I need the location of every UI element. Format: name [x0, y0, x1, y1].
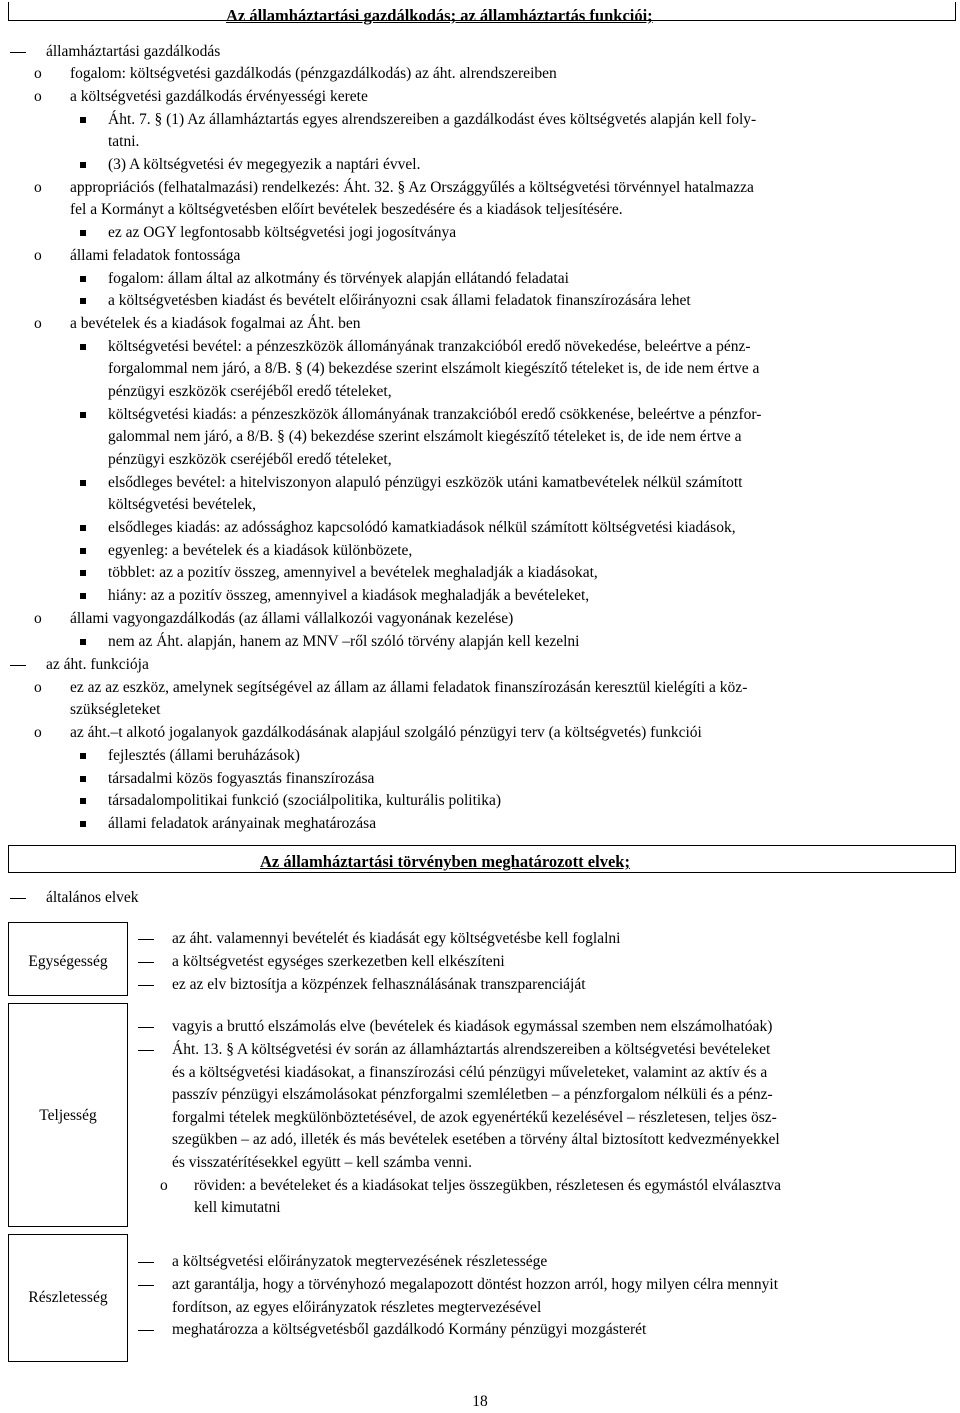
principle-line: forgalmi tételek megkülönböztetésével, de azok egyenértékű kezelésével – részletesen, teljes ösz- [172, 1109, 777, 1126]
square-bullet [80, 480, 86, 486]
square-bullet [80, 117, 86, 123]
circle-bullet: o [160, 1177, 168, 1194]
square-bullet [80, 525, 86, 531]
list-item: ez az az eszköz, amelynek segítségével az állam az állami feladatok finanszírozásán keresztül kielégíti a köz- [70, 679, 748, 696]
general-principles-label: általános elvek [46, 889, 139, 906]
list-item: költségvetési bevétel: a pénzeszközök állományának tranzakcióból eredő növekedése, beleértve a pénz- [108, 338, 751, 355]
list-item: állami feladatok fontossága [70, 247, 241, 264]
list-item: fogalom: költségvetési gazdálkodás (pénzgazdálkodás) az áht. alrendszereiben [70, 65, 557, 82]
principle-line: passzív pénzügyi elszámolásokat pénzforgalmi szemléletben – a pénzforgalom nélküli és a pénz- [172, 1086, 773, 1103]
list-item: állami feladatok arányainak meghatározása [108, 815, 377, 832]
principle-line: a költségvetési előirányzatok megtervezésének részletessége [172, 1253, 548, 1270]
dash-bullet [138, 939, 154, 940]
square-bullet [80, 753, 86, 759]
list-item: tatni. [108, 133, 140, 150]
square-bullet [80, 162, 86, 168]
list-item: egyenleg: a bevételek és a kiadások különbözete, [108, 542, 413, 559]
principle-label-unity: Egységesség [28, 953, 108, 970]
list-item: (3) A költségvetési év megegyezik a naptári évvel. [108, 156, 421, 173]
list-item: a költségvetésben kiadást és bevételt előirányozni csak állami feladatok finanszírozására lehet [108, 292, 691, 309]
dash-bullet [138, 1330, 154, 1331]
list-item: pénzügyi eszközök cseréjéből eredő tételeket, [108, 451, 392, 468]
square-bullet [80, 776, 86, 782]
list-item: appropriációs (felhatalmazási) rendelkezés: Áht. 32. § Az Országgyűlés a költségvetési törvénnyel hatalmazza [70, 179, 754, 196]
list-item: forgalommal nem járó, a 8/B. § (4) bekezdése szerint elszámolt kiegészítő tételeket is, de ide nem értve a [108, 360, 760, 377]
principle-line: és visszatérítésekkel együtt – kell számba venni. [172, 1154, 473, 1171]
principle-line: vagyis a bruttó elszámolás elve (bevételek és kiadások egymással szemben nem elszámolhatóak) [172, 1018, 773, 1035]
circle-bullet: o [34, 724, 42, 741]
square-bullet [80, 570, 86, 576]
principle-line: meghatározza a költségvetésből gazdálkodó Kormány pénzügyi mozgásterét [172, 1321, 647, 1338]
dash-bullet [10, 665, 26, 666]
section-1-heading: Az államháztartási gazdálkodás; az államháztartás funkciói; [226, 6, 653, 25]
list-item: hiány: az a pozitív összeg, amennyivel a kiadások meghaladják a bevételeket, [108, 587, 590, 604]
list-item: Áht. 7. § (1) Az államháztartás egyes alrendszereiben a gazdálkodást éves költségvetés alapján kell foly- [108, 111, 757, 128]
principle-line: és a költségvetési kiadásokat, a finanszírozási célú pénzügyi műveleteket, valamint az aktív és a [172, 1064, 768, 1081]
square-bullet [80, 593, 86, 599]
principle-line: az áht. valamennyi bevételét és kiadását egy költségvetésbe kell foglalni [172, 930, 621, 947]
list-item: az áht.–t alkotó jogalanyok gazdálkodásának alapjául szolgáló pénzügyi terv (a költségvetés) funkciói [70, 724, 702, 741]
list-item: szükségleteket [70, 701, 161, 718]
square-bullet [80, 548, 86, 554]
square-bullet [80, 276, 86, 282]
list-item: fogalom: állam által az alkotmány és törvények alapján ellátandó feladatai [108, 270, 569, 287]
page-number: 18 [472, 1393, 488, 1410]
list-item: az áht. funkciója [46, 656, 149, 673]
list-item: államháztartási gazdálkodás [46, 43, 221, 60]
dash-bullet [138, 1285, 154, 1286]
section-2-heading: Az államháztartási törvényben meghatározott elvek; [260, 852, 630, 871]
square-bullet [80, 821, 86, 827]
square-bullet [80, 344, 86, 350]
list-item: társadalmi közös fogyasztás finanszírozása [108, 770, 375, 787]
list-item: pénzügyi eszközök cseréjéből eredő tételeket, [108, 383, 392, 400]
dash-bullet [138, 1027, 154, 1028]
list-item: költségvetési kiadás: a pénzeszközök állományának tranzakcióból eredő csökkenése, beleértve a pénzfor- [108, 406, 762, 423]
circle-bullet: o [34, 610, 42, 627]
list-item: fejlesztés (állami beruházások) [108, 747, 300, 764]
principle-line: azt garantálja, hogy a törvényhozó megalapozott döntést hozzon arról, hogy milyen célra mennyit [172, 1276, 779, 1293]
square-bullet [80, 298, 86, 304]
list-item: nem az Áht. alapján, hanem az MNV –ről szóló törvény alapján kell kezelni [108, 633, 580, 650]
dash-bullet [138, 1050, 154, 1051]
dash-bullet [10, 52, 26, 53]
square-bullet [80, 798, 86, 804]
principle-line: ez az elv biztosítja a közpénzek felhasználásának transzparenciáját [172, 976, 586, 993]
circle-bullet: o [34, 679, 42, 696]
dash-bullet [10, 898, 26, 899]
list-item: költségvetési bevételek, [108, 496, 257, 513]
circle-bullet: o [34, 179, 42, 196]
circle-bullet: o [34, 65, 42, 82]
list-item: galommal nem járó, a 8/B. § (4) bekezdése szerint elszámolt kiegészítő tételeket is, de ide nem értve a [108, 428, 742, 445]
principle-label-completeness: Teljesség [39, 1107, 97, 1124]
list-item: társadalompolitikai funkció (szociálpolitika, kulturális politika) [108, 792, 502, 809]
principle-label-detail: Részletesség [28, 1289, 108, 1306]
list-item: elsődleges bevétel: a hitelviszonyon alapuló pénzügyi eszközök utáni kamatbevételek nélkül számított [108, 474, 743, 491]
dash-bullet [138, 962, 154, 963]
dash-bullet [138, 985, 154, 986]
list-item: ez az OGY legfontosabb költségvetési jogi jogosítványa [108, 224, 457, 241]
list-item: állami vagyongazdálkodás (az állami vállalkozói vagyonának kezelése) [70, 610, 514, 627]
square-bullet [80, 412, 86, 418]
square-bullet [80, 230, 86, 236]
principle-line: Áht. 13. § A költségvetési év során az államháztartás alrendszereiben a költségvetési bevételeket [172, 1041, 771, 1058]
principle-line: szegükben – az adó, illeték és más bevételek esetében a törvény által biztosított kedvezményekkel [172, 1131, 780, 1148]
list-item: fel a Kormányt a költségvetésben előírt bevételek beszedésére és a kiadások teljesítésére. [70, 201, 623, 218]
list-item: elsődleges kiadás: az adóssághoz kapcsolódó kamatkiadások nélkül számított költségvetési kiadások, [108, 519, 736, 536]
principle-line: kell kimutatni [194, 1199, 281, 1216]
principle-line: a költségvetést egységes szerkezetben kell elkészíteni [172, 953, 505, 970]
list-item: többlet: az a pozitív összeg, amennyivel a bevételek meghaladják a kiadásokat, [108, 564, 598, 581]
principle-line: fordítson, az egyes előirányzatok részletes megtervezésével [172, 1299, 542, 1316]
list-item: a bevételek és a kiadások fogalmai az Áht. ben [70, 315, 361, 332]
principle-line: röviden: a bevételeket és a kiadásokat teljes összegükben, részletesen és egymástól elválasztva [194, 1177, 782, 1194]
square-bullet [80, 639, 86, 645]
circle-bullet: o [34, 88, 42, 105]
list-item: a költségvetési gazdálkodás érvényességi kerete [70, 88, 368, 105]
circle-bullet: o [34, 247, 42, 264]
dash-bullet [138, 1262, 154, 1263]
circle-bullet: o [34, 315, 42, 332]
